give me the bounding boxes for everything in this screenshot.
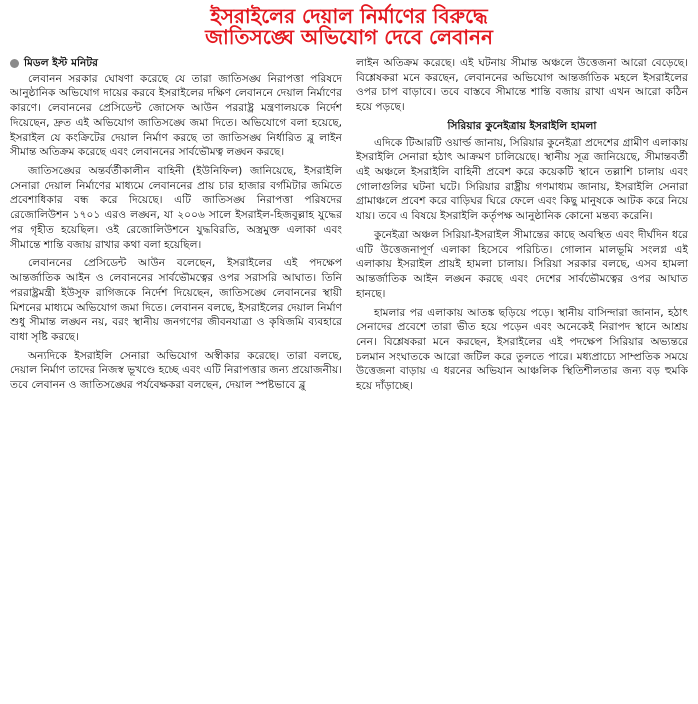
paragraph: কুনেইত্রা অঞ্চল সিরিয়া-ইসরাইল সীমান্তের কাছে অবস্থিত এবং দীর্ঘদিন ধরে এটি উত্তেজনাপূর্ণ এলাকা হিসেবে পরিচিত। গোলান মালভূমি সংলগ্ন এই এলাকায় ইসরাইল প্রায়ই হামলা চালায়। সিরিয়া সরকার বলছে, এসব হামলা আন্তর্জাতিক আইন লঙ্ঘন করছে এবং দেশের সার্বভৌমত্বের ওপর আঘাত হানছে। [356, 228, 688, 300]
headline-line-2: জাতিসঙ্ঘে অভিযোগ দেবে লেবানন [205, 25, 493, 49]
paragraph: এদিকে টিআরটি ওয়ার্ল্ড জানায়, সিরিয়ার কুনেইত্রা প্রদেশের গ্রামীণ এলাকায় ইসরাইলি সেনারা হঠাৎ আক্রমণ চালিয়েছে। স্থানীয় সূত্র জানিয়েছে, সীমান্তবর্তী এই অঞ্চলে ইসরাইলি বাহিনী প্রবেশ করে কয়েকটি স্থানে তল্লাশি চালায় এবং গোলাগুলির ঘটনা ঘটে। সিরিয়ার রাষ্ট্রীয় গণমাধ্যম জানায়, ইসরাইলি সেনারা গ্রামাঞ্চলে প্রবেশ করে বাড়িঘর ঘিরে ফেলে এবং কিছু মানুষকে আটক করে নিয়ে যায়। তবে এ বিষয়ে ইসরাইলি কর্তৃপক্ষ আনুষ্ঠানিক কোনো মন্তব্য করেনি। [356, 136, 688, 223]
headline-line-1: ইসরাইলের দেয়াল নির্মাণের বিরুদ্ধে [210, 4, 488, 28]
left-column [10, 56, 342, 586]
paragraph: জাতিসঙ্ঘের অন্তর্বর্তীকালীন বাহিনী (ইউনিফিল) জানিয়েছে, ইসরাইলি সেনারা দেয়াল নির্মাণের মাধ্যমে লেবাননের প্রায় চার হাজার বর্গমিটার জমিতে প্রবেশাধিকার বন্ধ করে দিয়েছে। এটি জাতিসঙ্ঘ নিরাপত্তা পরিষদের রেজোলিউশন ১৭০১ এরও লঙ্ঘন, যা ২০০৬ সালে ইসরাইল-হিজবুল্লাহ যুদ্ধের পর গৃহীত হয়েছিল। ওই রেজোলিউশনে যুদ্ধবিরতি, অস্ত্রমুক্ত এলাকা এবং সীমান্তে শান্তি বজায় রাখার কথা বলা হয়েছিল। [10, 165, 342, 251]
bullet-icon [10, 59, 19, 68]
right-column [356, 56, 688, 586]
subheading: সিরিয়ার কুনেইত্রায় ইসরাইলি হামলা [447, 119, 597, 132]
paragraph: অন্যদিকে ইসরাইলি সেনারা অভিযোগ অস্বীকার করেছে। তারা বলছে, দেয়াল নির্মাণ তাদের নিজস্ব ভূখণ্ডে হচ্ছে এবং এটি নিরাপত্তার জন্য প্রয়োজনীয়। তবে লেবানন ও জাতিসঙ্ঘের পর্যবেক্ষকরা বলছেন, দেয়াল স্পষ্টভাবে ব্লু [10, 349, 342, 392]
article-body [10, 56, 688, 586]
paragraph: লেবানন সরকার ঘোষণা করেছে যে তারা জাতিসঙ্ঘ নিরাপত্তা পরিষদে আনুষ্ঠানিক অভিযোগ দায়ের করবে ইসরাইলের দক্ষিণ লেবাননে দেয়াল নির্মাণের কারণে। লেবাননের প্রেসিডেন্ট জোসেফ আউন পররাষ্ট্র মন্ত্রণালয়কে নির্দেশ দিয়েছেন, দ্রুত এই অভিযোগ জাতিসঙ্ঘে জমা দিতে। অভিযোগে বলা হয়েছে, ইসরাইল যে কংক্রিটের দেয়াল নির্মাণ করছে তা জাতিসঙ্ঘ নির্ধারিত ব্লু লাইন সীমান্ত অতিক্রম করেছে এবং লেবাননের সার্বভৌমত্ব লঙ্ঘন করছে। [10, 72, 342, 159]
paragraph: হামলার পর এলাকায় আতঙ্ক ছড়িয়ে পড়ে। স্থানীয় বাসিন্দারা জানান, হঠাৎ সেনাদের প্রবেশে তারা ভীত হয়ে পড়েন এবং অনেকেই নিরাপদ স্থানে আশ্রয় নেন। বিশ্লেষকরা মনে করছেন, ইসরাইলের এই পদক্ষেপ সিরিয়ার অভ্যন্তরে চলমান সংঘাতকে আরো জটিল করে তুলতে পারে। মধ্যপ্রাচ্যে সাম্প্রতিক সময়ে উত্তেজনা বাড়ায় এ ধরনের অভিযান আঞ্চলিক স্থিতিশীলতার জন্য বড় হুমকি হয়ে দাঁড়াচ্ছে। [356, 306, 688, 393]
byline-text: মিডল ইস্ট মনিটর [24, 57, 98, 69]
headline [10, 6, 688, 48]
paragraph: লাইন অতিক্রম করেছে। এই ঘটনায় সীমান্ত অঞ্চলে উত্তেজনা আরো বেড়েছে। বিশ্লেষকরা মনে করছেন, লেবাননের অভিযোগ আন্তর্জাতিক মহলে ইসরাইলের ওপর চাপ বাড়াবে। তবে বাস্তবে সীমান্তে শান্তি বজায় রাখা এখন আরো কঠিন হয়ে পড়ছে। [356, 57, 688, 114]
paragraph: লেবাননের প্রেসিডেন্ট আউন বলেছেন, ইসরাইলের এই পদক্ষেপ আন্তর্জাতিক আইন ও লেবাননের সার্বভৌমত্বের ওপর সরাসরি আঘাত। তিনি পররাষ্ট্রমন্ত্রী ইউসুফ রাগিজকে নির্দেশ দিয়েছেন, জাতিসঙ্ঘে লেবাননের স্থায়ী মিশনের মাধ্যমে অভিযোগ জমা দিতে। লেবানন বলছে, ইসরাইলের দেয়াল নির্মাণ শুধু সীমান্ত লঙ্ঘন নয়, বরং স্থানীয় জনগণের জীবনযাত্রা ও কৃষিজমি ব্যবহারে বাধা সৃষ্টি করছে। [10, 257, 342, 343]
byline [10, 56, 342, 71]
